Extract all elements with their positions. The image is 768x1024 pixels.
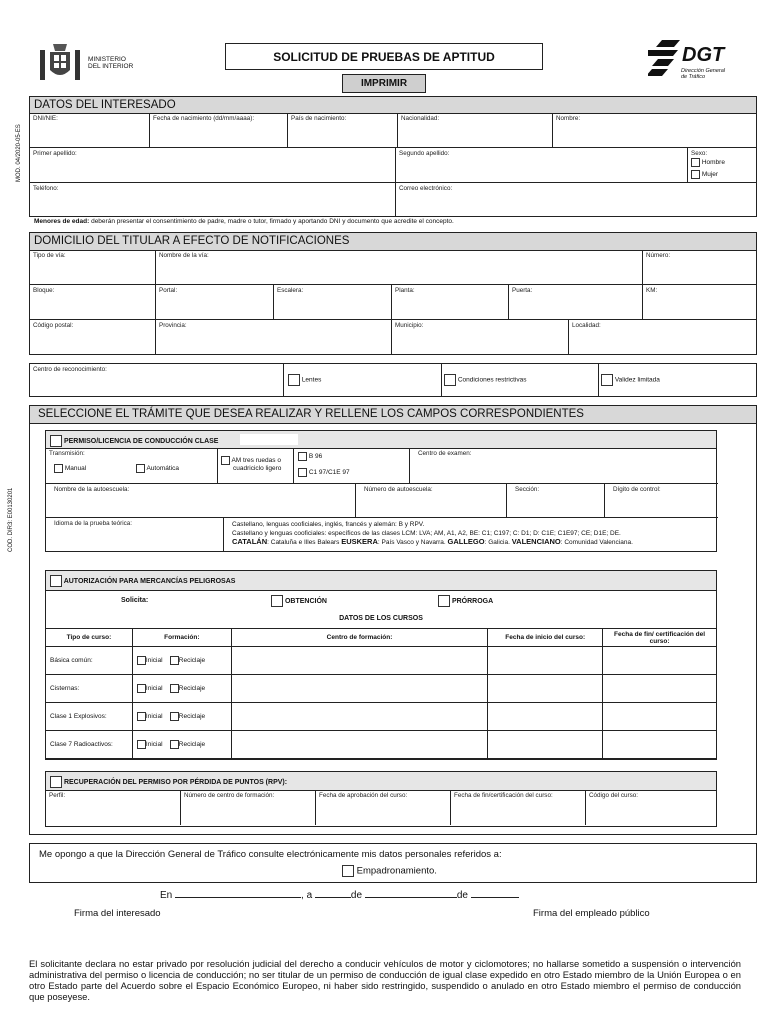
fecha-nacimiento-field[interactable]: Fecha de nacimiento (dd/mm/aaaa):	[150, 113, 288, 148]
validez-checkbox[interactable]	[601, 374, 613, 386]
inicial-checkbox[interactable]	[137, 740, 146, 749]
section-header-interesado: DATOS DEL INTERESADO	[29, 96, 757, 114]
am-tres-checkbox[interactable]	[221, 456, 230, 465]
reciclaje-checkbox[interactable]	[170, 656, 179, 665]
lentes-option[interactable]: Lentes	[284, 364, 442, 396]
b96-c1-option: B 96 C1 97/C1E 97	[294, 448, 410, 484]
idioma-field[interactable]: Idioma de la prueba teórica:	[46, 518, 224, 552]
interesado-grid	[29, 113, 757, 217]
bloque-field[interactable]: Bloque:	[30, 285, 156, 320]
firma-empleado-label: Firma del empleado público	[533, 908, 650, 919]
planta-field[interactable]: Planta:	[392, 285, 509, 320]
permiso-header: PERMISO/LICENCIA DE CONDUCCIÓN CLASE	[45, 430, 717, 449]
provincia-field[interactable]: Provincia:	[156, 320, 392, 355]
segundo-apellido-field[interactable]: Segundo apellido:	[396, 148, 688, 183]
pais-nacimiento-field[interactable]: País de nacimiento:	[288, 113, 398, 148]
reciclaje-checkbox[interactable]	[170, 740, 179, 749]
formacion-options: Inicial Reciclaje	[132, 731, 231, 759]
km-field[interactable]: KM:	[643, 285, 757, 320]
primer-apellido-field[interactable]: Primer apellido:	[30, 148, 396, 183]
fecha-aprobacion-field[interactable]: Fecha de aprobación del curso:	[316, 790, 451, 825]
fecha-fin-cell[interactable]	[603, 703, 717, 731]
mercancias-body: Solicita: OBTENCIÓN PRÓRROGA DATOS DE LOS CURSOS	[45, 590, 717, 760]
fecha-fin-cell[interactable]	[603, 647, 717, 675]
rpv-checkbox[interactable]	[50, 776, 62, 788]
prorroga-checkbox[interactable]	[438, 595, 450, 607]
mes-input[interactable]	[365, 888, 457, 898]
escalera-field[interactable]: Escalera:	[274, 285, 392, 320]
puerta-field[interactable]: Puerta:	[509, 285, 643, 320]
dia-input[interactable]	[315, 888, 351, 898]
automatica-checkbox[interactable]	[136, 464, 145, 473]
tipo-via-field[interactable]: Tipo de vía:	[30, 250, 156, 285]
fecha-fin-rpv-field[interactable]: Fecha de fin/certificación del curso:	[451, 790, 586, 825]
lugar-input[interactable]	[175, 888, 301, 898]
menores-note: Menores de edad: deberán presentar el consentimiento de padre, madre o tutor, firmado y aportando DNI y documento que acredite el concepto.	[34, 218, 454, 225]
reconocimiento-grid	[29, 363, 757, 397]
anio-input[interactable]	[471, 888, 519, 898]
centro-cell[interactable]	[231, 647, 488, 675]
seccion-field[interactable]: Sección:	[507, 484, 605, 518]
firma-interesado-label: Firma del interesado	[74, 908, 161, 919]
nacionalidad-field[interactable]: Nacionalidad:	[398, 113, 553, 148]
obtencion-checkbox[interactable]	[271, 595, 283, 607]
portal-field[interactable]: Portal:	[156, 285, 274, 320]
dgt-logo: DGT Dirección General de Tráfico	[648, 40, 748, 86]
nombre-via-field[interactable]: Nombre de la vía:	[156, 250, 643, 285]
formacion-options: Inicial Reciclaje	[132, 675, 231, 703]
formacion-options: Inicial Reciclaje	[132, 647, 231, 675]
num-centro-field[interactable]: Número de centro de formación:	[181, 790, 316, 825]
permiso-checkbox[interactable]	[50, 435, 62, 447]
hombre-checkbox[interactable]	[691, 158, 700, 167]
centro-reconocimiento-field[interactable]: Centro de reconocimiento:	[30, 364, 284, 396]
table-row	[46, 647, 717, 675]
am-tres-option: AM tres ruedas o cuadriciclo ligero	[218, 448, 294, 484]
col-formacion: Formación:	[132, 629, 231, 647]
declaracion-text: El solicitante declara no estar privado por resolución judicial del derecho a conducir vehículos de motor y ciclomotores; no hallarse sometido a suspensión o intervención administrativa del permiso o licencia de conducción; no ser titular de un permiso de conducción de igual clase expedido en otro Estado miembro de la Unión Europea o en otro Estado parte del Acuerdo sobre el Espacio Económico Europeo, ni haber sido restringido, suspendido o anulado en otro Estado miembro el permiso de conducción que poseyese.	[29, 958, 741, 1002]
coat-of-arms-logo	[38, 42, 82, 84]
centro-examen-field[interactable]: Centro de examen:	[410, 448, 718, 484]
codigo-curso-field[interactable]: Código del curso:	[589, 792, 639, 799]
inicial-checkbox[interactable]	[137, 656, 146, 665]
correo-field[interactable]: Correo electrónico:	[399, 185, 453, 192]
rpv-grid	[45, 790, 717, 827]
side-code-mod: MOD. 04/2020-05-ES	[16, 124, 22, 182]
condiciones-checkbox[interactable]	[444, 374, 456, 386]
inicial-checkbox[interactable]	[137, 712, 146, 721]
print-button[interactable]: IMPRIMIR	[342, 74, 426, 93]
row-label: Clase 7 Radioactivos:	[46, 731, 133, 759]
mujer-checkbox[interactable]	[691, 170, 700, 179]
autoescuela-field[interactable]: Nombre de la autoescuela:	[46, 484, 356, 518]
lentes-checkbox[interactable]	[288, 374, 300, 386]
fecha-inicio-cell[interactable]	[488, 731, 603, 759]
table-row	[46, 675, 717, 703]
oposicion-box: Me opongo a que la Dirección General de Tráfico consulte electrónicamente mis datos personales referidos a: Empadronamiento.	[29, 843, 757, 883]
table-row	[46, 703, 717, 731]
rpv-header: RECUPERACIÓN DEL PERMISO POR PÉRDIDA DE PUNTOS (RPV):	[45, 771, 717, 791]
municipio-field[interactable]: Municipio:	[392, 320, 569, 355]
fecha-inicio-cell[interactable]	[488, 675, 603, 703]
mercancias-header: AUTORIZACIÓN PARA MERCANCÍAS PELIGROSAS	[45, 570, 717, 591]
empadronamiento-checkbox[interactable]	[342, 865, 354, 877]
reciclaje-checkbox[interactable]	[170, 684, 179, 693]
side-code-cod: COD. DIR3: E00130201	[8, 487, 14, 552]
num-autoescuela-field[interactable]: Número de autoescuela:	[356, 484, 507, 518]
clase-input[interactable]	[240, 434, 298, 445]
col-fecha-inicio: Fecha de inicio del curso:	[488, 629, 603, 647]
col-centro: Centro de formación:	[231, 629, 488, 647]
formacion-options: Inicial Reciclaje	[132, 703, 231, 731]
centro-cell[interactable]	[231, 675, 488, 703]
c1-checkbox[interactable]	[298, 468, 307, 477]
domicilio-grid	[29, 250, 757, 355]
numero-field[interactable]: Número:	[643, 250, 757, 285]
row-label: Básica común:	[46, 647, 133, 675]
col-tipo-curso: Tipo de curso:	[46, 629, 133, 647]
idioma-info: Castellano, lenguas cooficiales, inglés, francés y alemán: B y RPV. Castellano y lenguas cooficiales: específicos de las clases LCM: LVA; AM, A1, A2, BE: C1; C197; C: D1; D: C1E; C1E97; CE; D1E; DE. CATALÁN: Cataluña e Illes Balears EUSKERA: País Vasco y Navarra. GALLEGO: Galicia. VALENCIANO: Comunidad Valenciana.	[232, 521, 633, 546]
ministry-name: MINISTERIO DEL INTERIOR	[88, 56, 134, 70]
section-header-domicilio: DOMICILIO DEL TITULAR A EFECTO DE NOTIFICACIONES	[29, 232, 757, 251]
centro-cell[interactable]	[231, 703, 488, 731]
table-row	[46, 731, 717, 759]
fecha-fin-cell[interactable]	[603, 675, 717, 703]
mercancias-checkbox[interactable]	[50, 575, 62, 587]
localidad-field[interactable]: Localidad:	[572, 322, 601, 329]
section-header-tramite: SELECCIONE EL TRÁMITE QUE DESEA REALIZAR Y RELLENE LOS CAMPOS CORRESPONDIENTES	[29, 405, 757, 424]
dni-field[interactable]: DNI/NIE:	[30, 113, 150, 148]
col-fecha-fin: Fecha de fin/ certificación del curso:	[603, 629, 717, 647]
condiciones-option[interactable]: Condiciones restrictivas	[442, 364, 599, 396]
centro-cell[interactable]	[231, 731, 488, 759]
b96-checkbox[interactable]	[298, 452, 307, 461]
fecha-inicio-cell[interactable]	[488, 647, 603, 675]
reciclaje-checkbox[interactable]	[170, 712, 179, 721]
telefono-field[interactable]: Teléfono:	[30, 183, 396, 217]
digito-field[interactable]: Dígito de control:	[605, 484, 718, 518]
inicial-checkbox[interactable]	[137, 684, 146, 693]
courses-table	[45, 628, 717, 759]
fecha-fin-cell[interactable]	[603, 731, 717, 759]
manual-checkbox[interactable]	[54, 464, 63, 473]
lugar-fecha-line: En , a de de	[160, 888, 519, 901]
codigo-postal-field[interactable]: Código postal:	[30, 320, 156, 355]
nombre-field[interactable]: Nombre:	[553, 113, 757, 148]
fecha-inicio-cell[interactable]	[488, 703, 603, 731]
transmision-field: Transmisión: Manual Automática	[46, 448, 218, 484]
perfil-field[interactable]: Perfil:	[46, 790, 181, 825]
sexo-field: Sexo: Hombre Mujer	[688, 148, 757, 183]
row-label: Clase 1 Explosivos:	[46, 703, 133, 731]
row-label: Cisternas:	[46, 675, 133, 703]
form-title: SOLICITUD DE PRUEBAS DE APTITUD	[225, 43, 543, 70]
permiso-grid	[45, 448, 717, 552]
validez-option[interactable]: Validez limitada	[599, 364, 756, 396]
